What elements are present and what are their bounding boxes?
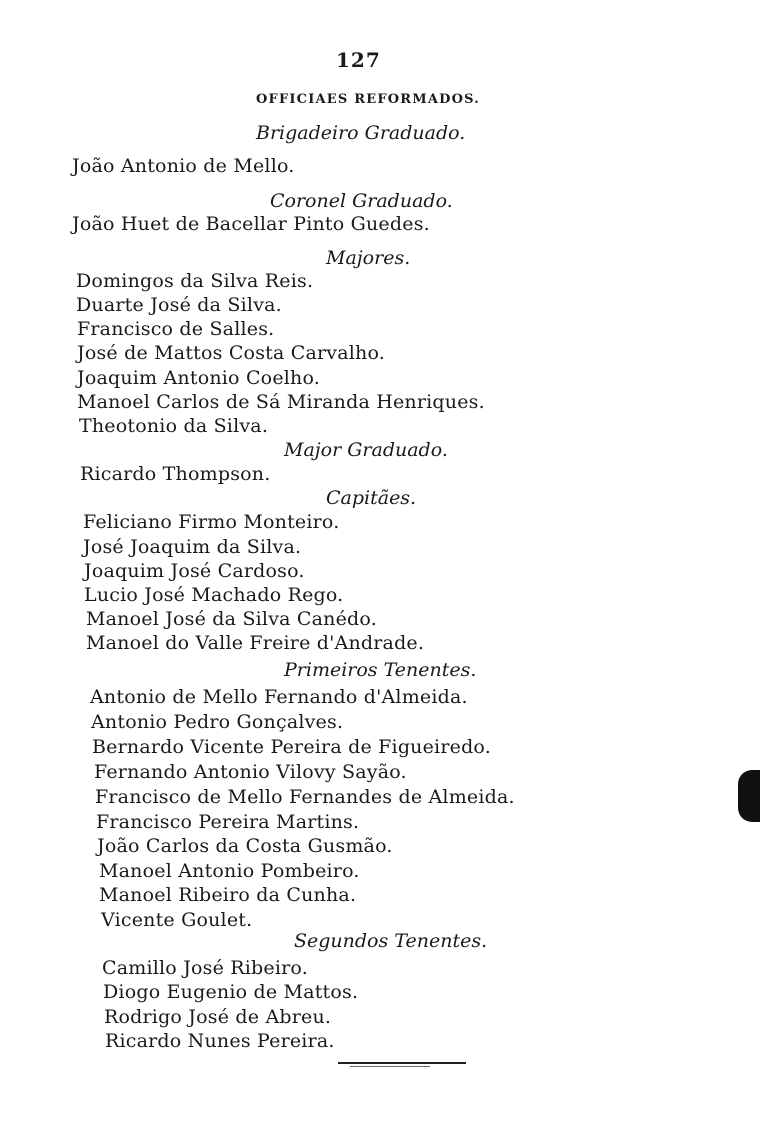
entry: Manoel Antonio Pombeiro. [99, 860, 360, 882]
page-edge-mark [738, 770, 760, 822]
entry: Manoel José da Silva Canédo. [86, 608, 377, 630]
entry: Lucio José Machado Rego. [84, 584, 344, 606]
entry: Francisco de Salles. [77, 318, 275, 340]
end-rule [338, 1062, 466, 1064]
entry: Rodrigo José de Abreu. [104, 1006, 332, 1028]
entry: José Joaquim da Silva. [83, 536, 302, 558]
entry: Ricardo Nunes Pereira. [105, 1030, 335, 1052]
main-heading: OFFICIAES REFORMADOS. [256, 92, 480, 107]
section-heading-capitaes: Capitães. [326, 487, 417, 509]
page-number: 127 [336, 48, 381, 72]
entry: José de Mattos Costa Carvalho. [77, 342, 386, 364]
section-heading-major-graduado: Major Graduado. [284, 439, 448, 461]
section-heading-coronel: Coronel Graduado. [270, 190, 453, 212]
entry: Feliciano Firmo Monteiro. [83, 511, 340, 533]
entry: Joaquim Antonio Coelho. [77, 367, 321, 389]
entry: João Huet de Bacellar Pinto Guedes. [72, 213, 430, 235]
entry: Antonio de Mello Fernando d'Almeida. [90, 686, 468, 708]
entry: Manoel Carlos de Sá Miranda Henriques. [77, 391, 485, 413]
entry: Francisco Pereira Martins. [96, 811, 360, 833]
entry: Ricardo Thompson. [80, 463, 271, 485]
section-heading-primeiros-tenentes: Primeiros Tenentes. [284, 659, 477, 681]
entry: Domingos da Silva Reis. [76, 270, 314, 292]
entry: Vicente Goulet. [101, 909, 253, 931]
entry: João Carlos da Costa Gusmão. [97, 835, 393, 857]
entry: João Antonio de Mello. [72, 155, 295, 177]
section-heading-majores: Majores. [326, 247, 411, 269]
entry: Fernando Antonio Vilovy Sayão. [94, 761, 407, 783]
entry: Diogo Eugenio de Mattos. [103, 981, 359, 1003]
entry: Francisco de Mello Fernandes de Almeida. [95, 786, 515, 808]
entry: Bernardo Vicente Pereira de Figueiredo. [92, 736, 491, 758]
entry: Camillo José Ribeiro. [102, 957, 308, 979]
end-rule-thin [350, 1066, 430, 1067]
entry: Manoel Ribeiro da Cunha. [99, 884, 357, 906]
entry: Antonio Pedro Gonçalves. [91, 711, 344, 733]
entry: Joaquim José Cardoso. [84, 560, 305, 582]
section-heading-segundos-tenentes: Segundos Tenentes. [294, 930, 488, 952]
entry: Theotonio da Silva. [79, 415, 269, 437]
entry: Manoel do Valle Freire d'Andrade. [86, 632, 425, 654]
entry: Duarte José da Silva. [76, 294, 282, 316]
section-heading-brigadeiro: Brigadeiro Graduado. [256, 122, 466, 144]
